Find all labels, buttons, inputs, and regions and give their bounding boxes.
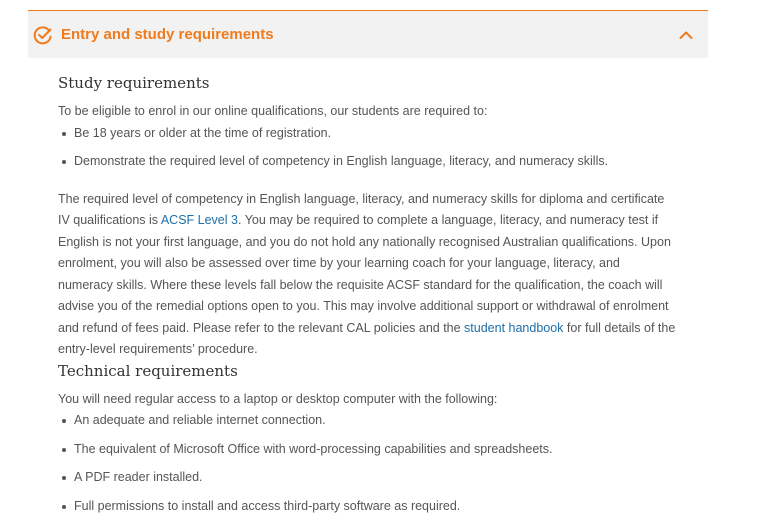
paragraph-text: for full details of the entry-level requirements’ procedure. — [58, 320, 676, 356]
list-item: The equivalent of Microsoft Office with word-processing capabilities and spreadsheets. — [58, 439, 678, 461]
study-list — [58, 123, 678, 173]
accordion-content — [28, 73, 708, 517]
list-item: An adequate and reliable internet connection. — [58, 410, 678, 432]
competency-paragraph — [58, 189, 678, 361]
accordion-title: Entry and study requirements — [61, 26, 274, 43]
technical-list — [58, 410, 678, 517]
list-item: Full permissions to install and access third-party software as required. — [58, 496, 678, 518]
list-item: Demonstrate the required level of competency in English language, literacy, and numeracy skills. — [58, 151, 678, 173]
student-handbook-link[interactable]: student handbook — [464, 320, 564, 335]
accordion-header[interactable] — [28, 10, 708, 58]
check-circle-icon — [33, 25, 53, 45]
list-item: A PDF reader installed. — [58, 467, 678, 489]
requirements-accordion — [28, 10, 708, 517]
technical-intro: You will need regular access to a laptop or desktop computer with the following: — [58, 391, 498, 406]
study-intro: To be eligible to enrol in our online qualifications, our students are required to: — [58, 104, 488, 118]
paragraph-text: . You may be required to complete a language, literacy, and numeracy test if English is not your first language, and you do not hold any nationally recognised Australian qualifications. Upon enrolment, you will also be assessed over time by your learning coach for your language, literacy, and numeracy skills. Where these levels fall below the requisite ACSF standard for the qualification, the coach will advise you of the remedial options open to you. This may involve additional support or withdrawal of enrolment and refund of fees paid. Please refer to the relevant CAL policies and the — [58, 213, 671, 335]
list-item: Be 18 years or older at the time of registration. — [58, 123, 678, 145]
technical-requirements-heading: Technical requirements — [58, 361, 238, 380]
paragraph-text: The required level of competency in English language, literacy, and numeracy skills for diploma and certificate IV qualifications is — [58, 191, 665, 227]
chevron-up-icon[interactable] — [678, 27, 694, 43]
study-requirements-heading: Study requirements — [58, 74, 210, 92]
acsf-level-link[interactable]: ACSF Level 3 — [160, 213, 238, 227]
